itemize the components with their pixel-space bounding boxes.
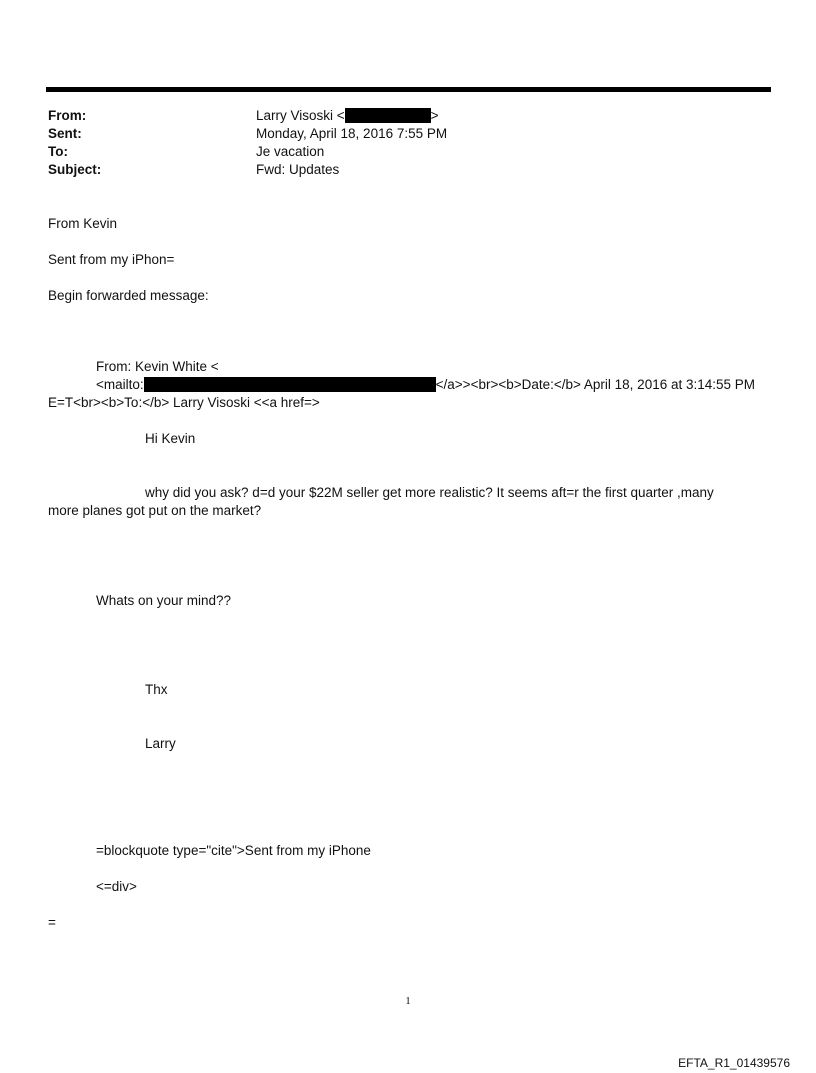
from-name: Larry Visoski <	[256, 108, 345, 123]
mailto-tail: </a>><br><b>Date:</b> April 18, 2016 at 3:14:55 PM	[435, 377, 756, 392]
body-line-sent-from: Sent from my iPhon=	[48, 252, 175, 267]
to-value: Je vacation	[256, 144, 325, 159]
from-label: From:	[48, 108, 87, 123]
sent-label: Sent:	[48, 126, 82, 141]
equals-line: =	[48, 915, 56, 930]
body-line-from-kevin: From Kevin	[48, 216, 118, 231]
signature-line: Larry	[145, 736, 176, 751]
from-close: >	[430, 108, 439, 123]
subject-value: Fwd: Updates	[256, 162, 340, 177]
question-line: Whats on your mind??	[96, 593, 232, 608]
page-number: 1	[405, 995, 411, 1007]
to-label: To:	[48, 144, 68, 159]
mailto-prefix: <mailto:	[96, 377, 144, 392]
body-line-begin-forwarded: Begin forwarded message:	[48, 288, 209, 303]
div-close-line: <=div>	[96, 879, 137, 894]
subject-label: Subject:	[48, 162, 102, 177]
blockquote-line: =blockquote type="cite">Sent from my iPhone	[96, 843, 371, 858]
paragraph-line-1: why did you ask? d=d your $22M seller get more realistic? It seems aft=r the first quarter ,many	[145, 485, 714, 500]
header-divider	[46, 87, 771, 92]
sent-value: Monday, April 18, 2016 7:55 PM	[256, 126, 448, 141]
redaction-box	[345, 108, 431, 123]
document-id: EFTA_R1_01439576	[678, 1056, 790, 1070]
from-value	[256, 107, 439, 125]
greeting: Hi Kevin	[145, 431, 196, 446]
forwarded-mailto-line	[96, 376, 755, 394]
redaction-box	[144, 377, 436, 392]
forwarded-to-line: E=T<br><b>To:</b> Larry Visoski <<a href=>	[48, 395, 320, 410]
forwarded-from-line: From: Kevin White <	[96, 359, 219, 374]
paragraph-line-2: more planes got put on the market?	[48, 503, 262, 518]
thanks-line: Thx	[145, 682, 168, 697]
